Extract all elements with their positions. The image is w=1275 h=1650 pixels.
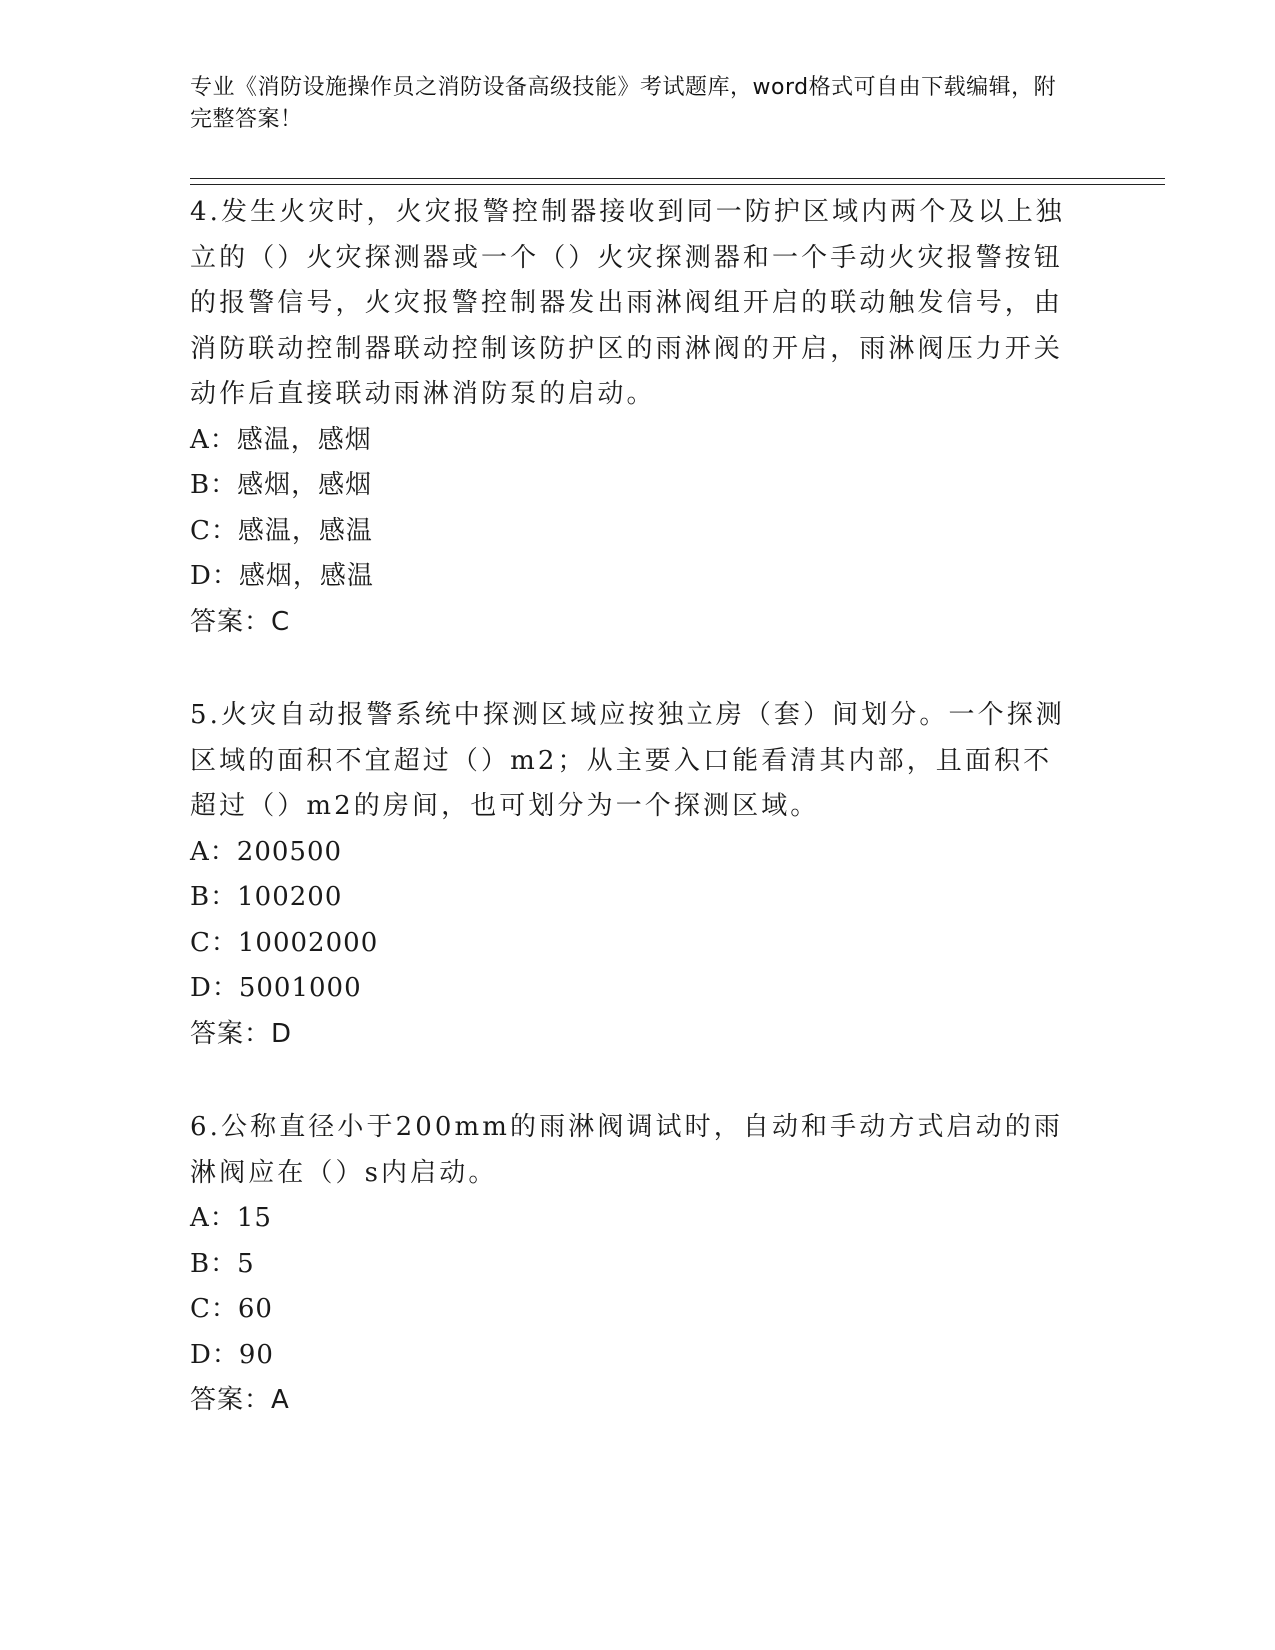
header-divider-top [190,178,1165,179]
question-4 [190,190,1070,645]
option-a: A：感温，感烟 [190,424,372,455]
question-stem: 6.公称直径小于200mm的雨淋阀调试时，自动和手动方式启动的雨淋阀应在（）s内启动。 [190,1112,1063,1188]
option-a: A：15 [190,1203,272,1233]
option-d: D：感烟，感温 [190,561,374,591]
option-d: D：5001000 [190,973,362,1003]
option-c: C：感温，感温 [190,515,373,546]
option-c: C：60 [190,1294,273,1324]
question-5 [190,693,1070,1057]
answer-line: 答案：D [190,1018,293,1049]
option-b: B：5 [190,1248,255,1279]
option-c: C：10002000 [190,927,379,958]
answer-line: 答案：A [190,1385,290,1415]
option-d: D：90 [190,1339,274,1370]
answer-line: 答案：C [190,606,291,637]
document-header: 专业《消防设施操作员之消防设备高级技能》考试题库，word格式可自由下载编辑，附完整答案！ [190,75,1057,132]
option-a: A：200500 [190,836,343,867]
question-stem: 4.发生火灾时，火灾报警控制器接收到同一防护区域内两个及以上独立的（）火灾探测器或一个（）火灾探测器和一个手动火灾报警按钮的报警信号，火灾报警控制器发出雨淋阀组开启的联动触发信号，由消防联动控制器联动控制该防护区的雨淋阀的开启，雨淋阀压力开关动作后直接联动雨淋消防泵的启动。 [190,197,1065,409]
header-divider-bottom [190,184,1165,185]
option-b: B：100200 [190,882,343,912]
question-6 [190,1105,1070,1424]
question-stem: 5.火灾自动报警系统中探测区域应按独立房（套）间划分。一个探测区域的面积不宜超过（）m2；从主要入口能看清其内部，且面积不超过（）m2的房间，也可划分为一个探测区域。 [190,700,1065,821]
question-list [190,190,1070,1472]
option-b: B：感烟，感烟 [190,470,373,500]
